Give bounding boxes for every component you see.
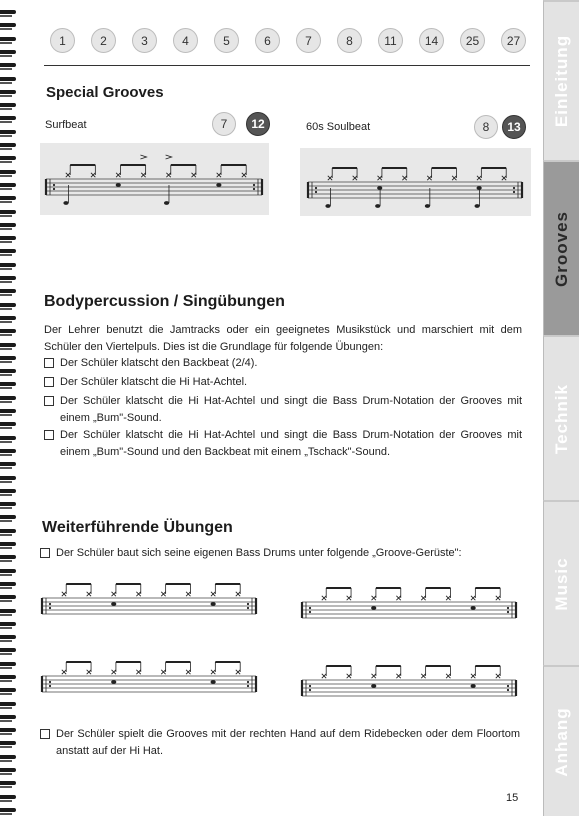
checkbox[interactable]	[44, 358, 54, 368]
spiral-coil	[0, 37, 16, 41]
snare-note	[477, 186, 482, 190]
repeat-dot	[315, 191, 317, 193]
bass-note	[475, 204, 480, 208]
spiral-coil	[0, 276, 16, 280]
repeat-dot	[507, 689, 509, 691]
track-circle[interactable]: 3	[132, 28, 157, 53]
repeat-dot	[253, 184, 255, 186]
spiral-coil	[0, 316, 16, 320]
tab-einleitung[interactable]	[543, 0, 579, 160]
accent-mark	[140, 155, 146, 159]
further-exercises-title: Weiterführende Übungen	[42, 519, 233, 536]
spiral-coil	[0, 210, 16, 214]
spiral-coil	[0, 23, 16, 27]
spiral-coil	[0, 223, 16, 227]
spiral-coil	[0, 422, 16, 426]
spiral-coil	[0, 688, 16, 692]
bass-note	[164, 201, 169, 205]
tab-technik[interactable]	[543, 335, 579, 500]
track-badge[interactable]: 7	[212, 112, 236, 136]
track-circle[interactable]: 11	[378, 28, 403, 53]
snare-note	[471, 684, 476, 688]
spiral-coil	[0, 329, 16, 333]
chapter-tabs	[541, 0, 579, 816]
special-grooves-title: Special Grooves	[46, 84, 164, 101]
spiral-coil	[0, 622, 16, 626]
spiral-coil	[0, 90, 16, 94]
spiral-coil	[0, 63, 16, 67]
tab-grooves[interactable]	[543, 160, 579, 335]
snare-note	[371, 606, 376, 610]
repeat-dot	[53, 184, 55, 186]
repeat-dot	[247, 681, 249, 683]
spiral-coil	[0, 449, 16, 453]
repeat-dot	[309, 685, 311, 687]
spiral-coil	[0, 356, 16, 360]
track-circle[interactable]: 2	[91, 28, 116, 53]
page-number: 15	[506, 792, 519, 804]
spiral-coil	[0, 808, 16, 812]
repeat-dot	[309, 689, 311, 691]
checkbox[interactable]	[44, 430, 54, 440]
spiral-coil	[0, 303, 16, 307]
repeat-dot	[513, 187, 515, 189]
soulbeat-notation	[300, 148, 531, 216]
repeat-dot	[507, 685, 509, 687]
bass-note	[425, 204, 430, 208]
surfbeat-notation	[40, 143, 269, 215]
spiral-coil	[0, 595, 16, 599]
spiral-coil	[0, 183, 16, 187]
exercise-item	[44, 374, 522, 391]
checkbox[interactable]	[40, 548, 50, 558]
checkbox[interactable]	[44, 396, 54, 406]
accent-mark	[166, 155, 172, 159]
tab-music[interactable]	[543, 500, 579, 665]
groove-skeleton-notation	[38, 574, 260, 624]
track-circle[interactable]: 5	[214, 28, 239, 53]
exercise-item	[44, 355, 522, 372]
tab-label: Einleitung	[551, 34, 571, 128]
repeat-dot	[309, 611, 311, 613]
spiral-coil	[0, 781, 16, 785]
exercise-item	[40, 545, 525, 562]
exercise-text: Der Schüler klatscht die Hi Hat-Achtel und singt die Bass Drum-Notation der Grooves mit einem „Bum"-Sound.	[60, 395, 522, 424]
spiral-coil	[0, 343, 16, 347]
tab-label: Music	[551, 556, 571, 611]
spiral-coil	[0, 170, 16, 174]
bass-note	[375, 204, 380, 208]
snare-note	[216, 183, 221, 187]
track-circle[interactable]: 4	[173, 28, 198, 53]
bodypercussion-intro: Der Lehrer benutzt die Jamtracks oder ein geeignetes Musikstück und marschiert mit dem Schüler den Viertelpuls. Dies ist die Grundlage für folgende Übungen:	[44, 324, 522, 353]
spiral-coil	[0, 768, 16, 772]
spiral-coil	[0, 489, 16, 493]
spiral-coil	[0, 77, 16, 81]
spiral-coil	[0, 582, 16, 586]
spiral-coil	[0, 648, 16, 652]
repeat-dot	[247, 603, 249, 605]
spiral-coil	[0, 396, 16, 400]
exercise-text: Der Schüler spielt die Grooves mit der rechten Hand auf dem Ridebecken oder dem Floortom anstatt auf der Hi Hat.	[56, 728, 520, 757]
spiral-coil	[0, 369, 16, 373]
track-circle[interactable]: 8	[337, 28, 362, 53]
track-circle[interactable]: 1	[50, 28, 75, 53]
snare-note	[211, 680, 216, 684]
spiral-coil	[0, 635, 16, 639]
spiral-coil	[0, 702, 16, 706]
snare-note	[111, 680, 116, 684]
snare-note	[211, 602, 216, 606]
snare-note	[471, 606, 476, 610]
bodypercussion-title: Bodypercussion / Singübungen	[44, 293, 285, 310]
spiral-coil	[0, 103, 16, 107]
track-badge-active[interactable]: 13	[502, 115, 526, 139]
repeat-dot	[507, 607, 509, 609]
repeat-dot	[253, 188, 255, 190]
repeat-dot	[49, 607, 51, 609]
exercise-item	[40, 726, 520, 760]
spiral-binding	[0, 0, 18, 816]
tab-label: Technik	[551, 383, 571, 454]
repeat-dot	[309, 607, 311, 609]
spiral-coil	[0, 382, 16, 386]
spiral-coil	[0, 542, 16, 546]
repeat-dot	[507, 611, 509, 613]
spiral-coil	[0, 555, 16, 559]
spiral-coil	[0, 10, 16, 14]
groove-skeleton-notation	[38, 652, 260, 702]
spiral-coil	[0, 130, 16, 134]
spiral-coil	[0, 249, 16, 253]
spiral-coil	[0, 741, 16, 745]
spiral-coil	[0, 196, 16, 200]
tab-label: Anhang	[551, 706, 571, 777]
bass-note	[325, 204, 330, 208]
header-rule	[44, 65, 530, 66]
exercise-text: Der Schüler klatscht den Backbeat (2/4).	[60, 357, 258, 369]
spiral-coil	[0, 529, 16, 533]
tab-anhang[interactable]	[543, 665, 579, 816]
snare-note	[111, 602, 116, 606]
spiral-coil	[0, 156, 16, 160]
groove-name: 60s Soulbeat	[306, 121, 371, 133]
repeat-dot	[49, 681, 51, 683]
exercise-text: Der Schüler klatscht die Hi Hat-Achtel.	[60, 376, 248, 388]
repeat-dot	[247, 685, 249, 687]
spiral-coil	[0, 609, 16, 613]
exercise-item	[44, 427, 522, 461]
exercise-item	[44, 393, 522, 427]
groove-skeleton-notation	[298, 656, 520, 706]
repeat-dot	[53, 188, 55, 190]
repeat-dot	[49, 685, 51, 687]
spiral-coil	[0, 662, 16, 666]
groove-skeleton-notation	[298, 578, 520, 628]
spiral-coil	[0, 569, 16, 573]
repeat-dot	[247, 607, 249, 609]
track-circle[interactable]: 14	[419, 28, 444, 53]
spiral-coil	[0, 236, 16, 240]
repeat-dot	[49, 603, 51, 605]
bass-note	[63, 201, 68, 205]
groove-name: Surfbeat	[45, 119, 87, 131]
spiral-coil	[0, 715, 16, 719]
snare-note	[116, 183, 121, 187]
spiral-coil	[0, 436, 16, 440]
repeat-dot	[513, 191, 515, 193]
track-circle[interactable]: 7	[296, 28, 321, 53]
track-badge-active[interactable]: 12	[246, 112, 270, 136]
spiral-coil	[0, 289, 16, 293]
spiral-coil	[0, 116, 16, 120]
spiral-coil	[0, 462, 16, 466]
tab-label: Grooves	[551, 210, 571, 287]
track-circle[interactable]: 6	[255, 28, 280, 53]
track-circle[interactable]: 25	[460, 28, 485, 53]
snare-note	[371, 684, 376, 688]
spiral-coil	[0, 50, 16, 54]
spiral-coil	[0, 502, 16, 506]
spiral-coil	[0, 515, 16, 519]
repeat-dot	[315, 187, 317, 189]
spiral-coil	[0, 755, 16, 759]
checkbox[interactable]	[40, 729, 50, 739]
spiral-coil	[0, 476, 16, 480]
track-list	[44, 28, 530, 58]
track-badge[interactable]: 8	[474, 115, 498, 139]
spiral-coil	[0, 795, 16, 799]
spiral-coil	[0, 409, 16, 413]
checkbox[interactable]	[44, 377, 54, 387]
spiral-coil	[0, 675, 16, 679]
exercise-text: Der Schüler baut sich seine eigenen Bass Drums unter folgende „Groove-Gerüste":	[56, 547, 462, 559]
spiral-coil	[0, 728, 16, 732]
spiral-coil	[0, 143, 16, 147]
spiral-coil	[0, 263, 16, 267]
exercise-text: Der Schüler klatscht die Hi Hat-Achtel und singt die Bass Drum-Notation der Grooves mit einem „Bum"-Sound und den Backbeat mit einem „Tschack"-Sound.	[60, 429, 522, 458]
track-circle[interactable]: 27	[501, 28, 526, 53]
